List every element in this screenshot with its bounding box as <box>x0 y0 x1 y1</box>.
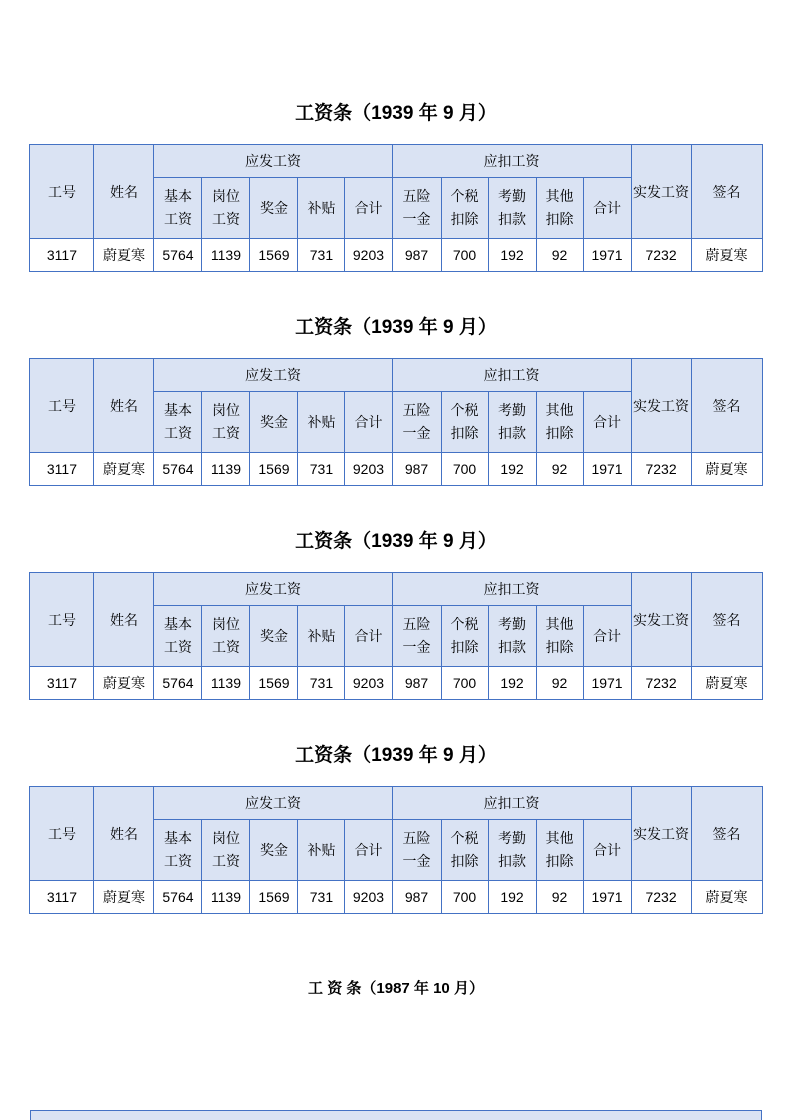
value-cell-signature: 蔚夏寒 <box>691 881 762 914</box>
payslip-title: 工资条（1939 年 9 月） <box>295 745 497 766</box>
value-cell-insurance: 987 <box>392 881 441 914</box>
header-cell-emp-id: 工号 <box>30 145 94 239</box>
header-cell-subsidy: 补贴 <box>298 392 345 453</box>
value-cell-deduct-total: 1971 <box>583 667 631 700</box>
header-cell-gross-group: 应发工资 <box>154 359 392 392</box>
header-cell-post-salary: 岗位工资 <box>202 178 250 239</box>
header-cell-subsidy: 补贴 <box>298 178 345 239</box>
value-cell-tax-deduction: 700 <box>441 453 488 486</box>
value-cell-post-salary: 1139 <box>202 453 250 486</box>
value-cell-other-deduction: 92 <box>536 881 583 914</box>
header-cell-name: 姓名 <box>94 359 154 453</box>
value-cell-insurance: 987 <box>392 453 441 486</box>
value-cell-tax-deduction: 700 <box>441 667 488 700</box>
payslip-section <box>0 530 792 700</box>
value-cell-post-salary: 1139 <box>202 667 250 700</box>
header-cell-net-pay: 实发工资 <box>631 359 691 453</box>
header-cell-attendance-deduction: 考勤扣款 <box>488 606 536 667</box>
value-cell-subsidy: 731 <box>298 239 345 272</box>
value-cell-bonus: 1569 <box>250 667 298 700</box>
payslip-data-row <box>30 453 762 486</box>
value-cell-deduct-total: 1971 <box>583 881 631 914</box>
header-cell-gross-group: 应发工资 <box>154 787 392 820</box>
value-cell-signature: 蔚夏寒 <box>691 453 762 486</box>
header-cell-base-salary: 基本工资 <box>154 606 202 667</box>
value-cell-base-salary: 5764 <box>154 453 202 486</box>
header-cell-name: 姓名 <box>94 573 154 667</box>
payslip-section <box>0 102 792 272</box>
value-cell-attendance-deduction: 192 <box>488 239 536 272</box>
value-cell-emp-id: 3117 <box>30 881 94 914</box>
value-cell-net-pay: 7232 <box>631 453 691 486</box>
header-cell-deduct-total: 合计 <box>583 820 631 881</box>
payslip-table <box>29 358 762 486</box>
header-cell-tax-deduction: 个税扣除 <box>441 178 488 239</box>
value-cell-subsidy: 731 <box>298 667 345 700</box>
value-cell-net-pay: 7232 <box>631 239 691 272</box>
payslip-table <box>29 786 762 914</box>
payslip-section <box>0 744 792 914</box>
header-cell-emp-id: 工号 <box>30 787 94 881</box>
value-cell-attendance-deduction: 192 <box>488 667 536 700</box>
header-cell-attendance-deduction: 考勤扣款 <box>488 178 536 239</box>
header-cell-other-deduction: 其他扣除 <box>536 820 583 881</box>
next-payslip-title: 工 资 条（1987 年 10 月） <box>308 980 484 997</box>
payslip-sections <box>0 102 792 914</box>
header-cell-post-salary: 岗位工资 <box>202 606 250 667</box>
header-cell-insurance: 五险一金 <box>392 820 441 881</box>
header-cell-base-salary: 基本工资 <box>154 392 202 453</box>
header-cell-deduct-total: 合计 <box>583 606 631 667</box>
value-cell-name: 蔚夏寒 <box>94 667 154 700</box>
header-cell-net-pay: 实发工资 <box>631 573 691 667</box>
payslip-data-row <box>30 881 762 914</box>
payslip-data-row <box>30 667 762 700</box>
header-cell-insurance: 五险一金 <box>392 178 441 239</box>
header-cell-tax-deduction: 个税扣除 <box>441 392 488 453</box>
value-cell-base-salary: 5764 <box>154 667 202 700</box>
value-cell-signature: 蔚夏寒 <box>691 239 762 272</box>
value-cell-attendance-deduction: 192 <box>488 881 536 914</box>
header-cell-gross-total: 合计 <box>345 820 392 881</box>
header-cell-tax-deduction: 个税扣除 <box>441 606 488 667</box>
header-group-row <box>30 145 762 178</box>
value-cell-subsidy: 731 <box>298 881 345 914</box>
header-cell-bonus: 奖金 <box>250 820 298 881</box>
header-cell-net-pay: 实发工资 <box>631 787 691 881</box>
header-cell-signature: 签名 <box>691 573 762 667</box>
value-cell-emp-id: 3117 <box>30 453 94 486</box>
header-cell-name: 姓名 <box>94 787 154 881</box>
header-cell-other-deduction: 其他扣除 <box>536 606 583 667</box>
value-cell-subsidy: 731 <box>298 453 345 486</box>
next-payslip-table-top-strip <box>30 1110 762 1120</box>
value-cell-other-deduction: 92 <box>536 239 583 272</box>
header-cell-gross-group: 应发工资 <box>154 145 392 178</box>
payslip-data-row <box>30 239 762 272</box>
header-cell-signature: 签名 <box>691 359 762 453</box>
value-cell-tax-deduction: 700 <box>441 881 488 914</box>
payslip-table <box>29 572 762 700</box>
header-cell-subsidy: 补贴 <box>298 606 345 667</box>
header-cell-attendance-deduction: 考勤扣款 <box>488 820 536 881</box>
value-cell-signature: 蔚夏寒 <box>691 667 762 700</box>
header-cell-attendance-deduction: 考勤扣款 <box>488 392 536 453</box>
header-cell-bonus: 奖金 <box>250 178 298 239</box>
header-cell-insurance: 五险一金 <box>392 606 441 667</box>
value-cell-gross-total: 9203 <box>345 881 392 914</box>
header-cell-emp-id: 工号 <box>30 359 94 453</box>
header-cell-tax-deduction: 个税扣除 <box>441 820 488 881</box>
value-cell-gross-total: 9203 <box>345 239 392 272</box>
header-cell-post-salary: 岗位工资 <box>202 820 250 881</box>
header-cell-deduct-group: 应扣工资 <box>392 359 631 392</box>
header-cell-signature: 签名 <box>691 787 762 881</box>
value-cell-deduct-total: 1971 <box>583 239 631 272</box>
value-cell-name: 蔚夏寒 <box>94 239 154 272</box>
value-cell-name: 蔚夏寒 <box>94 881 154 914</box>
payslip-title: 工资条（1939 年 9 月） <box>295 103 497 124</box>
header-cell-gross-total: 合计 <box>345 606 392 667</box>
header-cell-deduct-group: 应扣工资 <box>392 145 631 178</box>
value-cell-bonus: 1569 <box>250 881 298 914</box>
payslip-table <box>29 144 762 272</box>
header-cell-emp-id: 工号 <box>30 573 94 667</box>
value-cell-other-deduction: 92 <box>536 667 583 700</box>
header-cell-name: 姓名 <box>94 145 154 239</box>
header-cell-base-salary: 基本工资 <box>154 178 202 239</box>
header-cell-post-salary: 岗位工资 <box>202 392 250 453</box>
header-cell-signature: 签名 <box>691 145 762 239</box>
header-cell-bonus: 奖金 <box>250 606 298 667</box>
value-cell-gross-total: 9203 <box>345 453 392 486</box>
header-cell-deduct-group: 应扣工资 <box>392 787 631 820</box>
header-group-row <box>30 359 762 392</box>
value-cell-tax-deduction: 700 <box>441 239 488 272</box>
value-cell-post-salary: 1139 <box>202 881 250 914</box>
header-cell-deduct-total: 合计 <box>583 392 631 453</box>
value-cell-bonus: 1569 <box>250 453 298 486</box>
header-cell-subsidy: 补贴 <box>298 820 345 881</box>
value-cell-insurance: 987 <box>392 667 441 700</box>
header-cell-net-pay: 实发工资 <box>631 145 691 239</box>
value-cell-deduct-total: 1971 <box>583 453 631 486</box>
value-cell-base-salary: 5764 <box>154 239 202 272</box>
header-cell-gross-group: 应发工资 <box>154 573 392 606</box>
header-cell-gross-total: 合计 <box>345 392 392 453</box>
value-cell-attendance-deduction: 192 <box>488 453 536 486</box>
value-cell-net-pay: 7232 <box>631 881 691 914</box>
header-cell-deduct-total: 合计 <box>583 178 631 239</box>
value-cell-gross-total: 9203 <box>345 667 392 700</box>
header-cell-other-deduction: 其他扣除 <box>536 178 583 239</box>
value-cell-emp-id: 3117 <box>30 239 94 272</box>
header-cell-deduct-group: 应扣工资 <box>392 573 631 606</box>
header-cell-other-deduction: 其他扣除 <box>536 392 583 453</box>
header-cell-insurance: 五险一金 <box>392 392 441 453</box>
value-cell-emp-id: 3117 <box>30 667 94 700</box>
header-group-row <box>30 573 762 606</box>
payslip-title: 工资条（1939 年 9 月） <box>295 317 497 338</box>
value-cell-net-pay: 7232 <box>631 667 691 700</box>
payslip-title: 工资条（1939 年 9 月） <box>295 531 497 552</box>
value-cell-name: 蔚夏寒 <box>94 453 154 486</box>
value-cell-post-salary: 1139 <box>202 239 250 272</box>
value-cell-bonus: 1569 <box>250 239 298 272</box>
header-cell-bonus: 奖金 <box>250 392 298 453</box>
value-cell-base-salary: 5764 <box>154 881 202 914</box>
payslip-section <box>0 316 792 486</box>
value-cell-insurance: 987 <box>392 239 441 272</box>
header-cell-gross-total: 合计 <box>345 178 392 239</box>
header-group-row <box>30 787 762 820</box>
header-cell-base-salary: 基本工资 <box>154 820 202 881</box>
value-cell-other-deduction: 92 <box>536 453 583 486</box>
